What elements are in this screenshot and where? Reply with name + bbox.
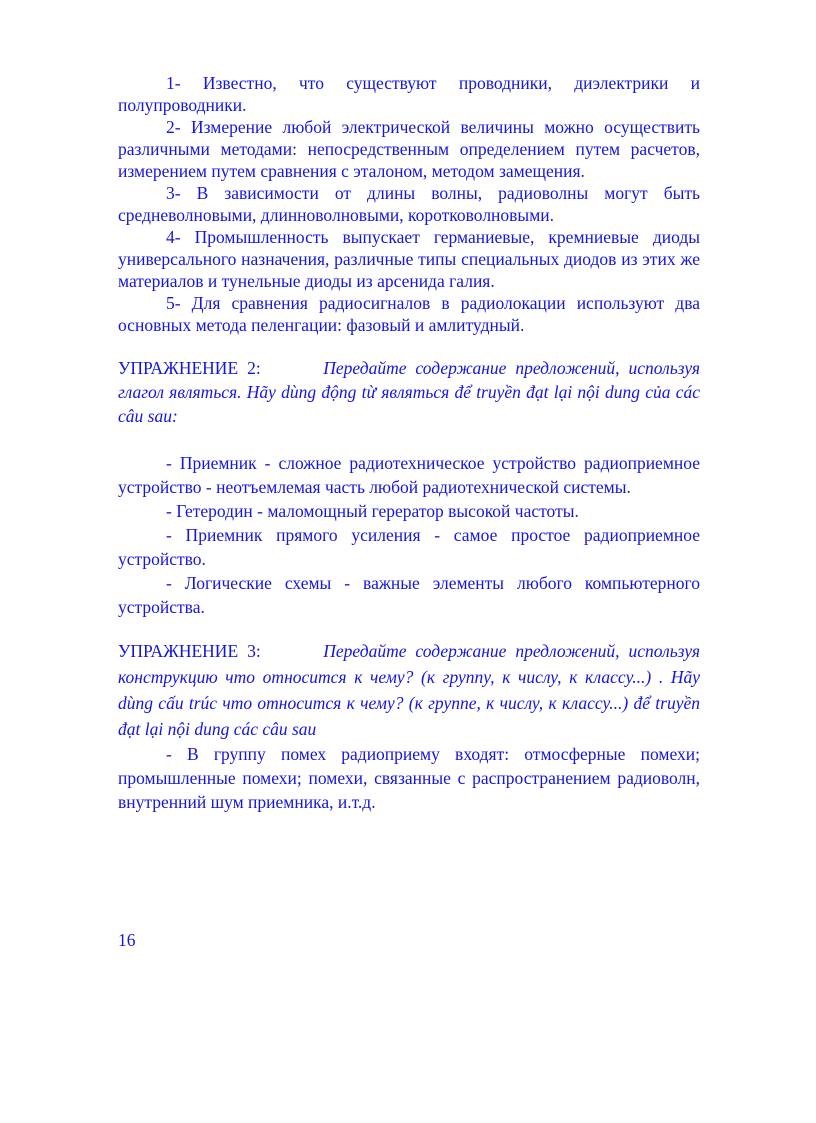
exercise-item: - Приемник - сложное радиотехническое устройство радиоприемное устройство - неотъемлемая часть любой радиотехнической системы. (118, 453, 700, 497)
exercise-3 (118, 638, 700, 814)
sentence-item: 3- В зависимости от длины волны, радиоволны могут быть средневолновыми, длинноволновыми, коротковолновыми. (118, 183, 700, 225)
exercise-item: - Гетеродин - маломощный гереpатор высокой частоты. (166, 501, 579, 521)
sentence-item: 5- Для сравнения радиосигналов в радиолокации используют два основных метода пеленгации: фазовый и амлитудный. (118, 293, 700, 335)
exercise-label: УПРАЖНЕНИЕ 2: (118, 358, 261, 378)
exercise-item: - Логические схемы - важные элементы любого компьютерного устройства. (118, 573, 700, 617)
sentence-item: 1- Известно, что существуют проводники, диэлектрики и полупроводники. (118, 73, 700, 115)
sentence-item: 2- Измерение любой электрической величины можно осуществить различными методами: непосредственным определением путем расчетов, измерением путем сравнения с эталоном, методом замещения. (118, 117, 700, 181)
exercise-instruction: Передайте содержание предложений, используя конструкцию что относится к чему? (к группу, к числу, к классу...) . Hãy dùng cấu trúc что относится к чему? (к группе, к числу, к классу...) để truyền đạt lại nội dung các câu sau (118, 641, 701, 739)
exercise-item: - Приемник прямого усиления - самое простое радиоприемное устройство. (118, 525, 700, 569)
sentence-item: 4- Промышленность выпускает германиевые, кремниевые диоды универсального назначения, различные типы специальных диодов из этих же материалов и тунельные диоды из арсенида галия. (118, 227, 700, 291)
exercise-item: - В группу помех радиоприему входят: отмосферные помехи; промышленные помехи; помехи, связанные с распространением радиоволн, внутренний шум приемника, и.т.д. (118, 744, 700, 812)
exercise-label: УПРАЖНЕНИЕ 3: (118, 641, 261, 661)
exercise-heading (118, 638, 700, 742)
document-page (118, 72, 700, 814)
sentence-list (118, 72, 700, 336)
exercise-heading (118, 356, 700, 428)
exercise-2 (118, 356, 700, 619)
page-number: 16 (118, 930, 136, 950)
exercise-instruction: Передайте содержание предложений, используя глагол являться. Hãy dùng động từ являться để truyền đạt lại nội dung của các câu sau: (118, 358, 701, 426)
